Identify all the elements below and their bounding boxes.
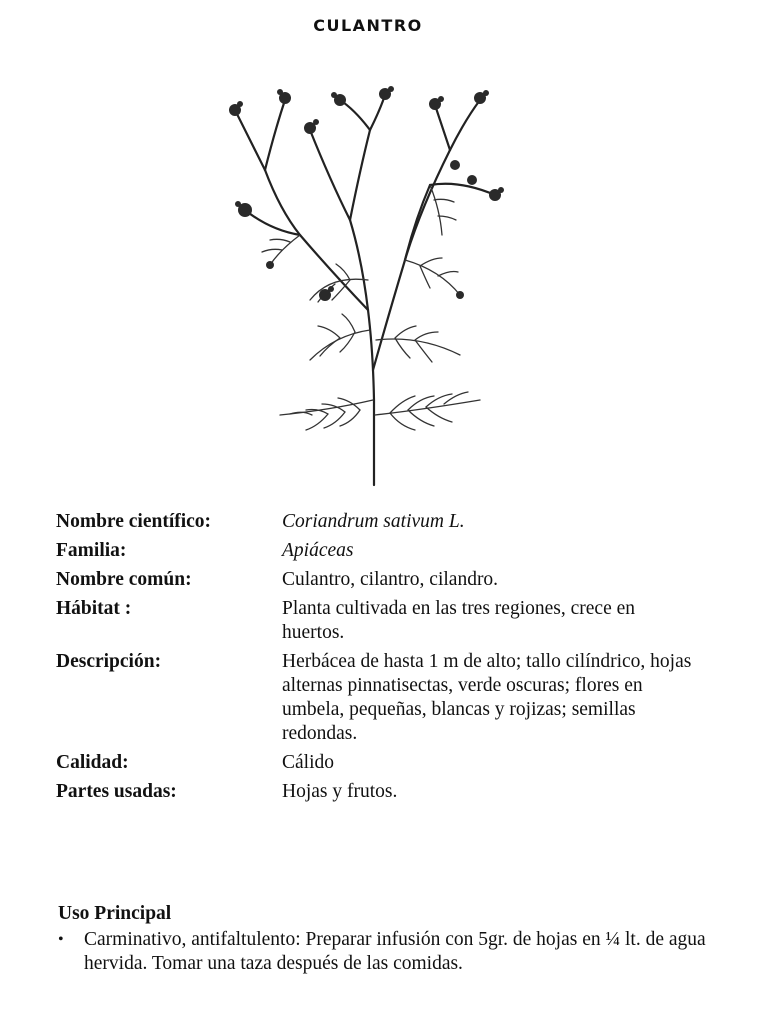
- main-use-heading: Uso Principal: [58, 903, 172, 924]
- field-parts-used: [56, 780, 696, 804]
- field-label: Nombre científico:: [56, 511, 212, 532]
- page-title: CULANTRO: [313, 16, 423, 35]
- field-value: Apiáceas: [282, 540, 354, 561]
- field-label: Familia:: [56, 540, 127, 561]
- field-value: Planta cultivada en las tres regiones, crece en huertos.: [282, 598, 636, 643]
- list-item: [58, 928, 708, 976]
- main-use-section: [58, 902, 708, 976]
- field-label: Hábitat :: [56, 598, 132, 619]
- field-common-name: [56, 568, 696, 592]
- field-value: Hojas y frutos.: [282, 781, 398, 802]
- field-family: [56, 539, 696, 563]
- main-use-text: Carminativo, antifaltulento: Preparar infusión con 5gr. de hojas en ¼ lt. de agua hervida. Tomar una taza después de las comidas.: [84, 929, 706, 974]
- field-value: Culantro, cilantro, cilandro.: [282, 569, 499, 590]
- field-value: Herbácea de hasta 1 m de alto; tallo cilíndrico, hojas alternas pinnatisectas, verde oscuras; flores en umbela, pequeñas, blancas y rojizas; semillas redondas.: [282, 651, 692, 744]
- field-habitat: [56, 597, 696, 645]
- field-label: Calidad:: [56, 752, 129, 773]
- field-description: [56, 650, 696, 746]
- field-label: Partes usadas:: [56, 781, 177, 802]
- field-value: Cálido: [282, 752, 334, 773]
- bullet-icon: •: [58, 931, 64, 948]
- field-label: Nombre común:: [56, 569, 192, 590]
- field-label: Descripción:: [56, 651, 162, 672]
- field-scientific-name: [56, 510, 696, 534]
- plant-fields: [56, 510, 696, 809]
- field-value: Coriandrum sativum L.: [282, 511, 465, 532]
- coriander-plant-illustration: [210, 70, 530, 490]
- field-quality: [56, 751, 696, 775]
